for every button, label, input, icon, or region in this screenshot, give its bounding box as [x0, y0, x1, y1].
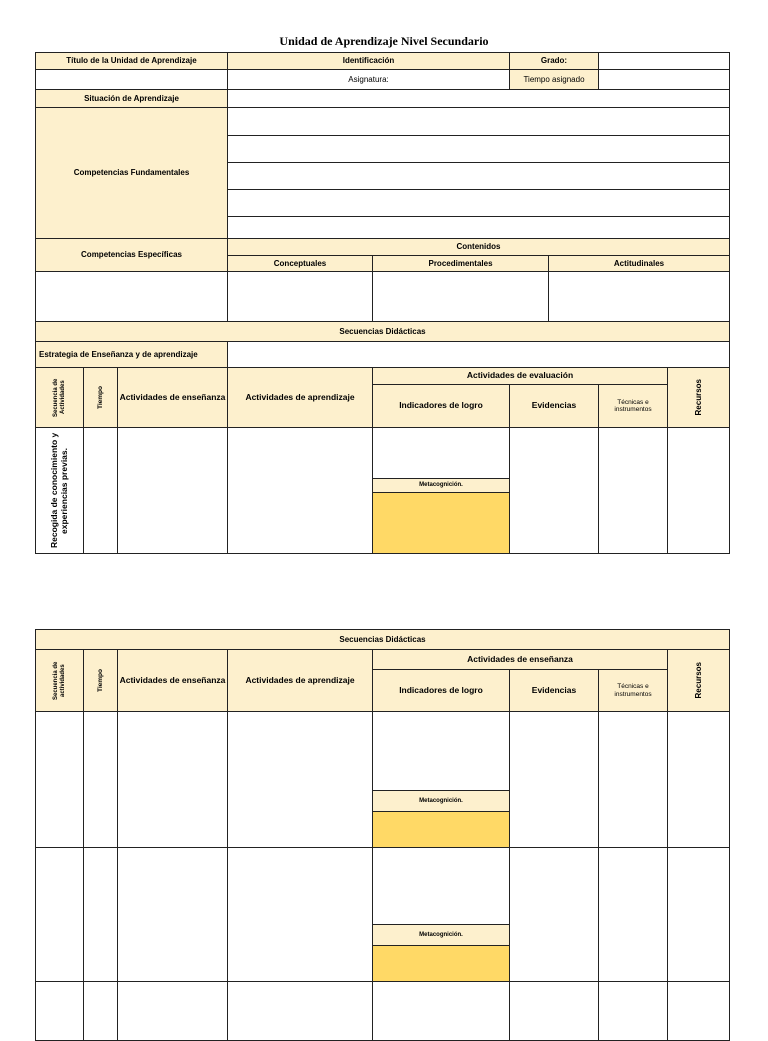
col-actividades-ensenanza: Actividades de enseñanza: [117, 367, 228, 428]
col-tecnicas-instrumentos-2: Técnicas e instrumentos: [598, 669, 668, 712]
conceptuales-field[interactable]: [227, 271, 373, 322]
actividades-aprendizaje-cell[interactable]: [227, 981, 373, 1041]
secuencias-didacticas-header: Secuencias Didácticas: [35, 321, 730, 342]
procedimentales-field[interactable]: [372, 271, 549, 322]
col-indicadores-logro: Indicadores de logro: [372, 384, 510, 428]
competencias-especificas-field[interactable]: [35, 271, 228, 322]
actividades-ensenanza-cell[interactable]: [117, 847, 228, 982]
recursos-cell[interactable]: [667, 981, 730, 1041]
actividades-ensenanza-cell[interactable]: [117, 427, 228, 554]
col-actividades-group-2: Actividades de enseñanza: [372, 649, 668, 670]
col-evidencias: Evidencias: [509, 384, 599, 428]
col-secuencia-actividades: Secuencia de Actividades: [35, 367, 84, 428]
situacion-aprendizaje-field[interactable]: [227, 89, 730, 108]
conceptuales-label: Conceptuales: [227, 255, 373, 272]
col-tiempo-2: Tiempo: [83, 649, 118, 712]
competencia-fundamental-field[interactable]: [227, 162, 730, 190]
actitudinales-field[interactable]: [548, 271, 730, 322]
col-secuencia-actividades-2: Secuencia de actividades: [35, 649, 84, 712]
indicadores-logro-cell[interactable]: [372, 847, 510, 925]
tiempo-cell[interactable]: [83, 427, 118, 554]
recursos-cell[interactable]: [667, 427, 730, 554]
metacognicion-label: Metacognición.: [372, 924, 510, 946]
tiempo-cell[interactable]: [83, 981, 118, 1041]
situacion-aprendizaje-label: Situación de Aprendizaje: [35, 89, 228, 108]
evidencias-cell[interactable]: [509, 711, 599, 848]
competencias-especificas-label: Competencias Específicas: [35, 238, 228, 272]
estrategia-field[interactable]: [227, 341, 730, 368]
col-tiempo: Tiempo: [83, 367, 118, 428]
col-recursos-2: Recursos: [667, 649, 730, 712]
metacognicion-label: Metacognición.: [372, 790, 510, 812]
actividades-ensenanza-cell[interactable]: [117, 981, 228, 1041]
actividades-ensenanza-cell[interactable]: [117, 711, 228, 848]
metacognicion-field[interactable]: [372, 492, 510, 554]
tiempo-asignado-label: Tiempo asignado: [509, 69, 599, 90]
metacognicion-field[interactable]: [372, 945, 510, 982]
grado-field[interactable]: [598, 52, 730, 70]
tecnicas-cell[interactable]: [598, 847, 668, 982]
contenidos-label: Contenidos: [227, 238, 730, 256]
competencia-fundamental-field[interactable]: [227, 216, 730, 239]
actividades-aprendizaje-cell[interactable]: [227, 427, 373, 554]
col-indicadores-logro-2: Indicadores de logro: [372, 669, 510, 712]
asignatura-label: Asignatura:: [227, 69, 510, 90]
procedimentales-label: Procedimentales: [372, 255, 549, 272]
evidencias-cell[interactable]: [509, 847, 599, 982]
competencia-fundamental-field[interactable]: [227, 107, 730, 136]
secuencia-cell[interactable]: [35, 847, 84, 982]
tecnicas-cell[interactable]: [598, 427, 668, 554]
competencia-fundamental-field[interactable]: [227, 135, 730, 163]
col-actividades-aprendizaje-2: Actividades de aprendizaje: [227, 649, 373, 712]
tecnicas-cell[interactable]: [598, 981, 668, 1041]
tiempo-cell[interactable]: [83, 847, 118, 982]
col-evidencias-2: Evidencias: [509, 669, 599, 712]
indicadores-logro-cell[interactable]: [372, 711, 510, 791]
tiempo-cell[interactable]: [83, 711, 118, 848]
recursos-cell[interactable]: [667, 711, 730, 848]
recogida-conocimiento-label: Recogida de conocimiento y experiencias previas.: [35, 427, 84, 554]
col-actividades-ensenanza-2: Actividades de enseñanza: [117, 649, 228, 712]
grado-label: Grado:: [509, 52, 599, 70]
actitudinales-label: Actitudinales: [548, 255, 730, 272]
indicadores-logro-cell[interactable]: [372, 427, 510, 479]
indicadores-logro-cell[interactable]: [372, 981, 510, 1041]
estrategia-label: Estrategia de Enseñanza y de aprendizaje: [35, 341, 228, 368]
tecnicas-cell[interactable]: [598, 711, 668, 848]
actividades-aprendizaje-cell[interactable]: [227, 847, 373, 982]
col-recursos: Recursos: [667, 367, 730, 428]
col-actividades-aprendizaje: Actividades de aprendizaje: [227, 367, 373, 428]
recursos-cell[interactable]: [667, 847, 730, 982]
secuencias-didacticas-header-2: Secuencias Didácticas: [35, 629, 730, 650]
evidencias-cell[interactable]: [509, 427, 599, 554]
metacognicion-field[interactable]: [372, 811, 510, 848]
titulo-unidad-label: Título de la Unidad de Aprendizaje: [35, 52, 228, 70]
col-tecnicas-instrumentos: Técnicas e instrumentos: [598, 384, 668, 428]
identificacion-label: Identificación: [227, 52, 510, 70]
col-actividades-evaluacion: Actividades de evaluación: [372, 367, 668, 385]
metacognicion-label: Metacognición.: [372, 478, 510, 493]
evidencias-cell[interactable]: [509, 981, 599, 1041]
titulo-unidad-field[interactable]: [35, 69, 228, 90]
competencia-fundamental-field[interactable]: [227, 189, 730, 217]
document-title: Unidad de Aprendizaje Nivel Secundario: [279, 34, 489, 48]
secuencia-cell[interactable]: [35, 981, 84, 1041]
secuencia-cell[interactable]: [35, 711, 84, 848]
actividades-aprendizaje-cell[interactable]: [227, 711, 373, 848]
tiempo-asignado-field[interactable]: [598, 69, 730, 90]
competencias-fundamentales-label: Competencias Fundamentales: [35, 107, 228, 239]
